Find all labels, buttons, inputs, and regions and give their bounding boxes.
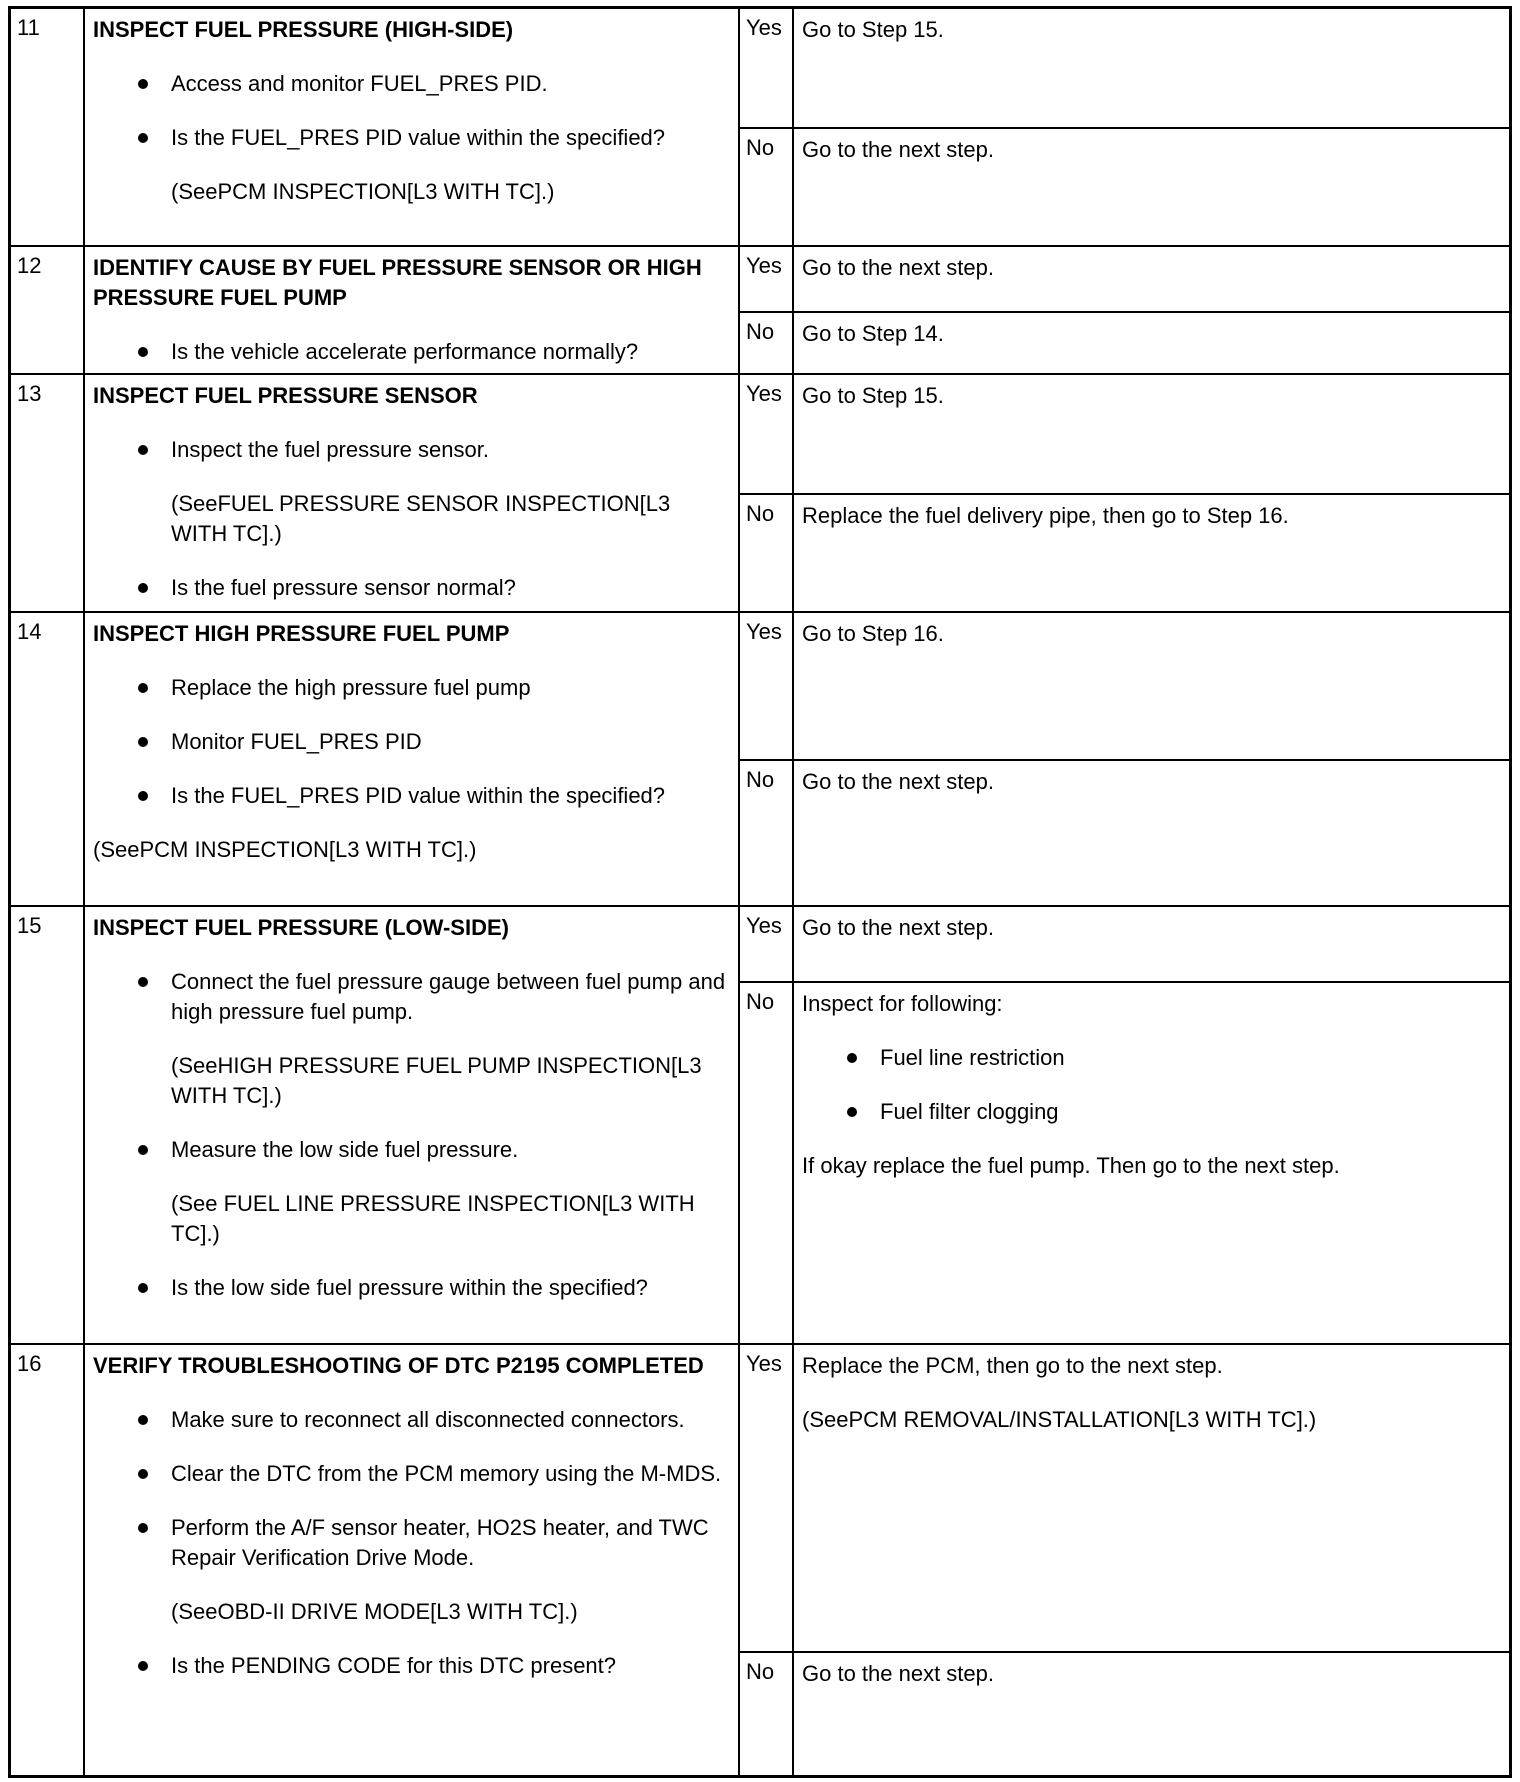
- yes-result: Go to the next step.: [802, 255, 995, 280]
- step-number: 16: [17, 1351, 42, 1376]
- yes-reference-note: (SeePCM REMOVAL/INSTALLATION[L3 WITH TC].): [802, 1407, 1317, 1432]
- yes-result-block: [794, 1345, 1509, 1651]
- step-title: INSPECT HIGH PRESSURE FUEL PUMP: [93, 621, 510, 646]
- yes-label: Yes: [740, 9, 794, 127]
- list-item: Connect the fuel pressure gauge between fuel pump and high pressure fuel pump.: [93, 967, 728, 1027]
- reference-note: (SeePCM INSPECTION[L3 WITH TC].): [93, 837, 477, 862]
- reference-note: (SeePCM INSPECTION[L3 WITH TC].): [171, 179, 555, 204]
- reference-note: (See FUEL LINE PRESSURE INSPECTION[L3 WITH TC].): [171, 1191, 695, 1246]
- list-item: Is the vehicle accelerate performance normally?: [93, 337, 728, 367]
- yes-label: Yes: [740, 1345, 794, 1651]
- step-title: INSPECT FUEL PRESSURE (HIGH-SIDE): [93, 17, 514, 42]
- yes-result: Go to Step 16.: [802, 621, 944, 646]
- no-label: No: [740, 761, 794, 905]
- action-cell: [85, 907, 740, 1343]
- step-number-cell: [11, 613, 85, 905]
- table-row: [11, 1345, 1509, 1775]
- action-cell: [85, 375, 740, 611]
- table-row: [11, 907, 1509, 1345]
- list-item: Is the PENDING CODE for this DTC present?: [93, 1651, 728, 1681]
- result-cell: [740, 247, 1509, 373]
- step-number: 15: [17, 913, 42, 938]
- step-title: INSPECT FUEL PRESSURE SENSOR: [93, 383, 478, 408]
- action-cell: [85, 1345, 740, 1775]
- result-cell: [740, 1345, 1509, 1775]
- step-title: VERIFY TROUBLESHOOTING OF DTC P2195 COMPLETED: [93, 1353, 704, 1378]
- yes-result: Go to Step 15.: [802, 383, 944, 408]
- list-item: Fuel filter clogging: [802, 1097, 1501, 1127]
- no-result-footer: If okay replace the fuel pump. Then go to the next step.: [802, 1153, 1340, 1178]
- diagnostic-table: [8, 6, 1512, 1778]
- list-item: Access and monitor FUEL_PRES PID.: [93, 69, 728, 99]
- step-number-cell: [11, 247, 85, 373]
- list-item: Is the FUEL_PRES PID value within the specified?: [93, 781, 728, 811]
- reference-note: (SeeOBD-II DRIVE MODE[L3 WITH TC].): [171, 1599, 578, 1624]
- list-item: Perform the A/F sensor heater, HO2S heater, and TWC Repair Verification Drive Mode.: [93, 1513, 728, 1573]
- action-cell: [85, 247, 740, 373]
- step-number-cell: [11, 375, 85, 611]
- result-cell: [740, 9, 1509, 245]
- step-number: 11: [17, 15, 40, 40]
- reference-note: (SeeHIGH PRESSURE FUEL PUMP INSPECTION[L3 WITH TC].): [171, 1053, 702, 1108]
- list-item: Inspect the fuel pressure sensor.: [93, 435, 728, 465]
- no-label: No: [740, 129, 794, 245]
- result-cell: [740, 907, 1509, 1343]
- step-title: IDENTIFY CAUSE BY FUEL PRESSURE SENSOR OR HIGH PRESSURE FUEL PUMP: [93, 255, 702, 310]
- step-title: INSPECT FUEL PRESSURE (LOW-SIDE): [93, 915, 509, 940]
- no-result-block: [794, 983, 1509, 1343]
- no-label: No: [740, 983, 794, 1343]
- action-cell: [85, 9, 740, 245]
- no-result: Go to Step 14.: [802, 321, 944, 346]
- no-result: Go to the next step.: [802, 1661, 995, 1686]
- yes-label: Yes: [740, 375, 794, 493]
- no-label: No: [740, 1653, 794, 1775]
- no-result: Go to the next step.: [802, 137, 995, 162]
- no-result: Go to the next step.: [802, 769, 995, 794]
- list-item: Is the low side fuel pressure within the specified?: [93, 1273, 728, 1303]
- list-item: Measure the low side fuel pressure.: [93, 1135, 728, 1165]
- list-item: Is the FUEL_PRES PID value within the specified?: [93, 123, 728, 153]
- no-label: No: [740, 495, 794, 611]
- no-result: Inspect for following:: [802, 991, 1003, 1016]
- step-number-cell: [11, 907, 85, 1343]
- step-number-cell: [11, 9, 85, 245]
- yes-result: Go to Step 15.: [802, 17, 944, 42]
- step-number: 14: [17, 619, 42, 644]
- result-cell: [740, 375, 1509, 611]
- action-cell: [85, 613, 740, 905]
- reference-note: (SeeFUEL PRESSURE SENSOR INSPECTION[L3 WITH TC].): [171, 491, 671, 546]
- list-item: Clear the DTC from the PCM memory using the M-MDS.: [93, 1459, 728, 1489]
- no-result: Replace the fuel delivery pipe, then go to Step 16.: [802, 503, 1289, 528]
- yes-result: Go to the next step.: [802, 915, 995, 940]
- list-item: Is the fuel pressure sensor normal?: [93, 573, 728, 603]
- yes-label: Yes: [740, 613, 794, 759]
- list-item: Make sure to reconnect all disconnected connectors.: [93, 1405, 728, 1435]
- result-cell: [740, 613, 1509, 905]
- table-row: [11, 375, 1509, 613]
- yes-label: Yes: [740, 907, 794, 981]
- list-item: Fuel line restriction: [802, 1043, 1501, 1073]
- step-number: 12: [17, 253, 42, 278]
- table-row: [11, 613, 1509, 907]
- list-item: Monitor FUEL_PRES PID: [93, 727, 728, 757]
- list-item: Replace the high pressure fuel pump: [93, 673, 728, 703]
- yes-label: Yes: [740, 247, 794, 311]
- no-label: No: [740, 313, 794, 373]
- step-number: 13: [17, 381, 42, 406]
- table-row: [11, 247, 1509, 375]
- step-number-cell: [11, 1345, 85, 1775]
- table-row: [11, 9, 1509, 247]
- yes-result: Replace the PCM, then go to the next step.: [802, 1353, 1223, 1378]
